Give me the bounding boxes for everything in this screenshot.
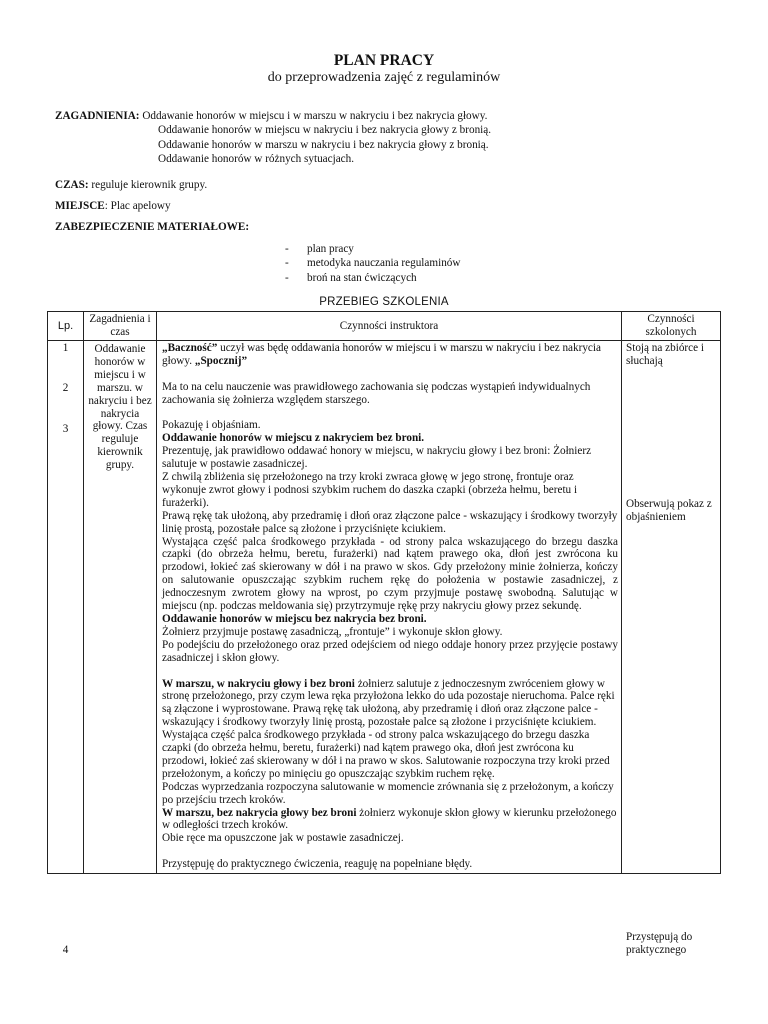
list-item: - plan pracy: [285, 242, 460, 256]
section-heading: PRZEBIEG SZKOLENIA: [319, 296, 449, 308]
zagadnienia-label: ZAGADNIENIA:: [55, 110, 140, 122]
miejsce-label: MIEJSCE: [55, 200, 105, 212]
instr-paragraph: Prezentuję, jak prawidłowo oddawać honory w miejscu, w nakryciu głowy i bez broni: Żołnierz salutuje w postawie zasadniczej.: [162, 445, 592, 471]
zagadnienia-section: [55, 109, 491, 166]
zagadnienia-item: Oddawanie honorów w miejscu i w marszu w nakryciu i bez nakrycia głowy.: [142, 110, 488, 122]
spacer: [162, 407, 618, 420]
instr-heading-text: Oddawanie honorów w miejscu bez nakrycia bez broni.: [162, 613, 427, 625]
instr-paragraph: Pokazuję i objaśniam.: [162, 419, 261, 432]
czas-label: CZAS:: [55, 179, 89, 191]
list-item: - broń na stan ćwiczących: [285, 271, 460, 285]
instr-paragraph: Wystająca część palca środkowego przykłada - od strony palca wskazującego do brzegu daszka czapki (do obrzeża hełmu, beretu, furażerki) nad kątem prawego oka, dłoń jest zwrócona ku przodowi, łokieć zaś skierowany w dół i na prawo w skos. Gdy przełożony minie żołnierza, kończy on salutowanie opuszczając szybkim ruchem rękę do położenia w postawie zasadniczej, z jednoczesnym zwrotem głowy na wprost, po czym przyjmuje postawę swobodną. Salutując w miejscu (np. podczas meldowania się) przytrzymuje rękę przy nakryciu głowy przez sekundę.: [162, 535, 618, 613]
list-item: - metodyka nauczania regulaminów: [285, 256, 460, 270]
spacer: [162, 665, 618, 678]
instr-paragraph: Żołnierz przyjmuje postawę zasadniczą, „frontuje” i wykonuje skłon głowy.: [162, 625, 503, 638]
instr-paragraph: Po podejściu do przełożonego oraz przed odejściem od niego oddaje honory przez przyjęcie postawy zasadniczej i skłon głowy.: [162, 638, 618, 664]
szkolonych-cell: [622, 341, 721, 956]
spacer: [162, 845, 618, 858]
lp-number: 2: [62, 382, 69, 394]
lp-number: 4: [62, 944, 69, 956]
instr-paragraph: Prawą rękę tak ułożoną, aby przedramię i dłoń oraz złączone palce - wskazujący i środkowy tworzyły linię prostą, pozostałe palce są złożone i przyciśnięte kciukiem.: [162, 509, 618, 535]
spacer: [162, 368, 618, 381]
instr-heading: [162, 613, 618, 626]
materials-list: [285, 242, 460, 285]
table-header-row: [48, 312, 721, 341]
instr-paragraph: Podczas wyprzedzania rozpoczyna salutowanie w momencie zrównania się z przełożonym, a kończy po przejściu trzech kroków.: [162, 780, 614, 806]
instr-paragraph: Przystępuję do praktycznego ćwiczenia, reaguję na popełniane błędy.: [162, 858, 473, 871]
szk-text: Obserwują pokaz z objaśnieniem: [626, 498, 712, 523]
instr-paragraph: Z chwilą zbliżenia się przełożonego na trzy kroki zwraca głowę w jego stronę, frontuje oraz wykonuje zwrot głowy i podnosi szybkim ruchem do daszka czapki (obrzeża hełmu, beretu i furażerki).: [162, 471, 578, 509]
header-zagadnienia: Zagadnienia i czas: [84, 312, 157, 341]
miejsce-line: [55, 200, 171, 212]
czas-value: reguluje kierownik grupy.: [88, 179, 208, 191]
instr-paragraph: [162, 342, 618, 368]
zabezpieczenie-label: ZABEZPIECZENIE MATERIAŁOWE:: [55, 221, 250, 233]
instr-heading-text: W marszu, w nakryciu głowy i bez broni: [162, 677, 355, 690]
lp-cell: [48, 341, 84, 956]
training-table: [47, 311, 721, 956]
instr-text: żołnierz salutuje z jednoczesnym zwróceniem głowy w stronę przełożonego, przy czym lewa ręka przyłożona lekko do uda pozostaje nieruchoma. Palce ręki są złączone i wyprostowane. Prawą rękę tak ułożoną, aby przedramię i dłoń oraz złączone palce - wskazujący i środkowy tworzyły linię prostą, pozostałe palce są złożone i przyciśnięte kciukiem.: [162, 677, 615, 729]
document-title: PLAN PRACY: [333, 52, 435, 69]
command-bacznosc: „Baczność”: [162, 342, 218, 354]
szk-text: Stoją na zbiórce i słuchają: [626, 342, 704, 367]
zagadnienia-item: Oddawanie honorów w różnych sytuacjach.: [158, 152, 355, 165]
lp-number: 3: [62, 423, 69, 435]
instr-text: uczył was będę oddawania honorów w miejscu i w marszu w nakryciu i bez nakrycia głowy.: [162, 342, 601, 367]
instr-heading: [162, 432, 618, 445]
header-szkolonych: Czynności szkolonych: [622, 312, 721, 341]
header-instruktor: Czynności instruktora: [157, 312, 622, 341]
zagadnienia-cell: Oddawanie honorów w miejscu i w marszu. w nakryciu i bez nakrycia głowy. Czas reguluje kierownik grupy.: [84, 341, 157, 874]
zagadnienia-item: Oddawanie honorów w miejscu w nakryciu i bez nakrycia głowy z bronią.: [158, 124, 492, 137]
lp-number: 1: [62, 342, 69, 354]
instr-heading-text: Oddawanie honorów w miejscu z nakryciem bez broni.: [162, 432, 425, 445]
miejsce-value: : Plac apelowy: [104, 200, 171, 212]
instr-text: żołnierz wykonuje skłon głowy w kierunku przełożonego w odległości trzech kroków.: [162, 806, 617, 832]
instr-paragraph: [162, 678, 618, 730]
instruktor-cell: [157, 341, 622, 874]
zagadnienia-item: Oddawanie honorów w marszu w nakryciu i bez nakrycia głowy z bronią.: [158, 138, 489, 151]
instr-heading-text: W marszu, bez nakrycia głowy bez broni: [162, 806, 357, 819]
czas-line: [55, 179, 207, 191]
instr-paragraph: Wystająca część palca środkowego przykłada - od strony palca wskazującego do brzegu daszka czapki (do obrzeża hełmu, beretu, furażerki) nad kątem prawego oka, dłoń jest zwrócona ku przodowi, łokieć zaś skierowany w dół i na prawo w skos. Salutowanie rozpoczyna trzy kroki przed przełożonym, a kończy po minięciu go opuszczając szybkim ruchem rękę.: [162, 729, 610, 780]
header-lp: Lp.: [48, 312, 84, 341]
table-row: [48, 341, 721, 874]
zagadnienia-line-1: [55, 109, 491, 123]
szk-text: Przystępują do praktycznego: [626, 931, 693, 956]
command-spocznij: „Spocznij”: [194, 354, 248, 367]
document-subtitle: do przeprowadzenia zajęć z regulaminów: [267, 70, 501, 85]
zabezpieczenie-line: [55, 221, 249, 233]
instr-paragraph: Ma to na celu nauczenie was prawidłowego zachowania się podczas wystąpień indywidualnych zachowania się żołnierza względem starszego.: [162, 380, 591, 406]
instr-paragraph: Obie ręce ma opuszczone jak w postawie zasadniczej.: [162, 832, 404, 845]
instr-paragraph: [162, 807, 618, 833]
